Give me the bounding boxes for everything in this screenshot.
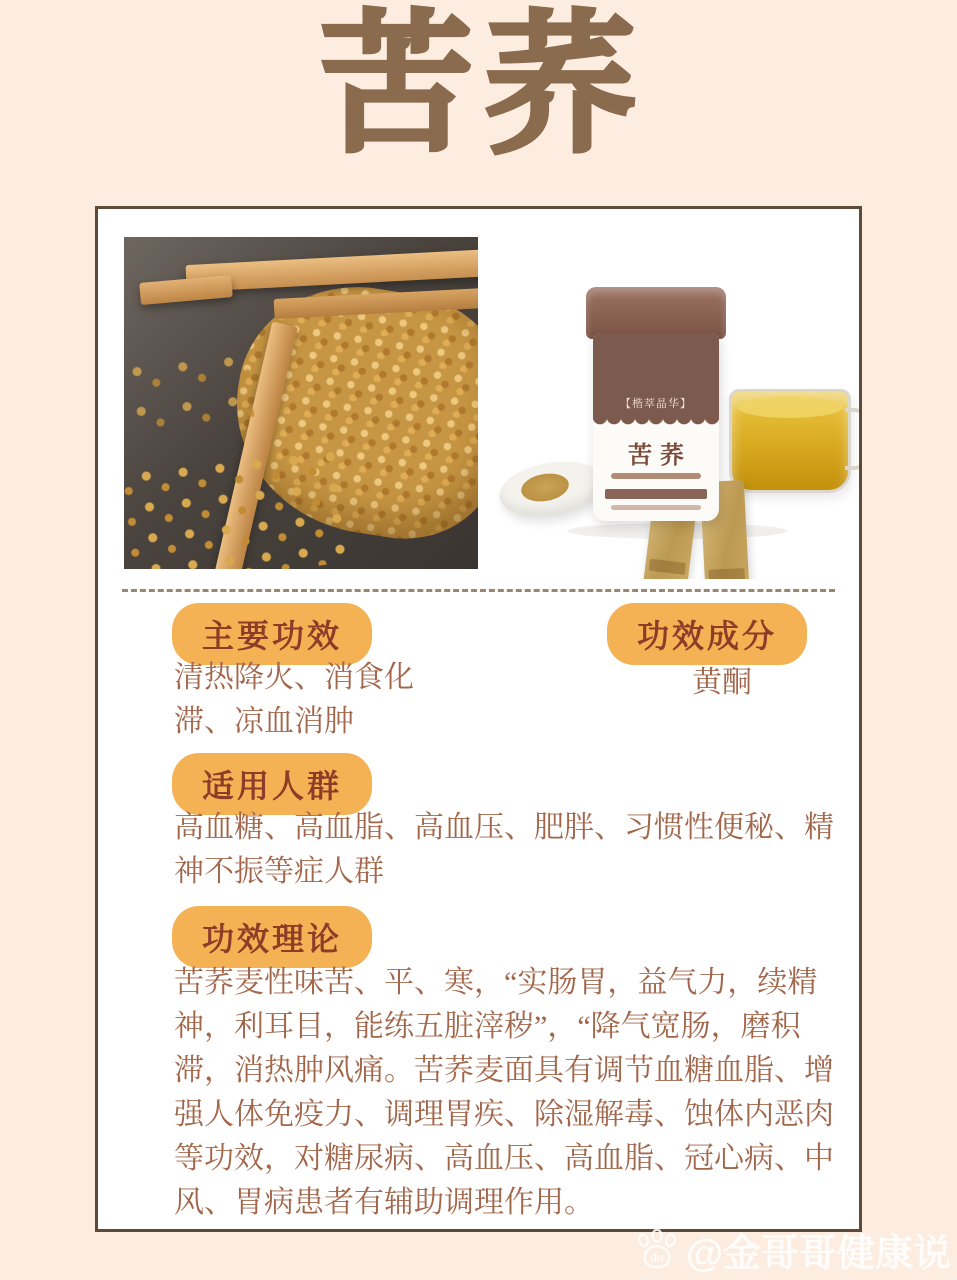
watermark-handle: @金哥哥健康说 <box>685 1233 951 1275</box>
tea-surface <box>737 396 843 418</box>
product-photo <box>497 231 859 579</box>
badge-ingredients: 功效成分 <box>607 603 807 665</box>
tin-text-line <box>611 505 701 510</box>
content-card <box>95 206 862 1232</box>
tin-lid <box>586 287 726 339</box>
tin-body <box>593 333 719 521</box>
theory-text: 苦荞麦性味苦、平、寒，“实肠胃，益气力，续精神，利耳目，能练五脏滓秽”，“降气宽肠，磨积滞，消热肿风痛。苦荞麦面具有调节血糖血脂、增强人体免疫力、调理胃疾、除湿解毒、蚀体内恶肉等功效，对糖尿病、高血压、高血脂、冠心病、中风、胃病患者有辅助调理作用。 <box>174 966 834 1220</box>
tea-cup <box>729 389 851 493</box>
cup-handle <box>845 408 859 470</box>
watermark <box>634 1222 951 1277</box>
badge-main-effects: 主要功效 <box>172 603 372 665</box>
page-title: 苦荞 <box>320 0 649 170</box>
wooden-tray-slat <box>139 275 233 305</box>
scattered-grains <box>128 351 256 443</box>
main-effects-text: 清热降火、消食化滞、凉血消肿 <box>174 661 414 739</box>
audience-text: 高血糖、高血脂、高血压、肥胖、习惯性便秘、精神不振等症人群 <box>174 811 834 889</box>
tin-scallop-edge <box>593 417 719 426</box>
badge-theory: 功效理论 <box>172 906 372 968</box>
baidu-paw-icon <box>634 1227 680 1273</box>
buckwheat-grains-photo <box>124 237 478 569</box>
tin-series-label: 【楷萃晶华】 <box>620 398 692 410</box>
paw-du-text: du <box>649 1252 664 1264</box>
scattered-grains <box>124 447 351 569</box>
ingredients-text: 黄酮 <box>692 666 752 699</box>
badge-audience: 适用人群 <box>172 753 372 815</box>
tin-banner <box>605 489 707 499</box>
dashed-divider <box>122 589 835 592</box>
tin-title-label: 苦荞 <box>628 443 692 469</box>
product-tin <box>593 303 719 523</box>
tin-text-line <box>611 473 701 479</box>
